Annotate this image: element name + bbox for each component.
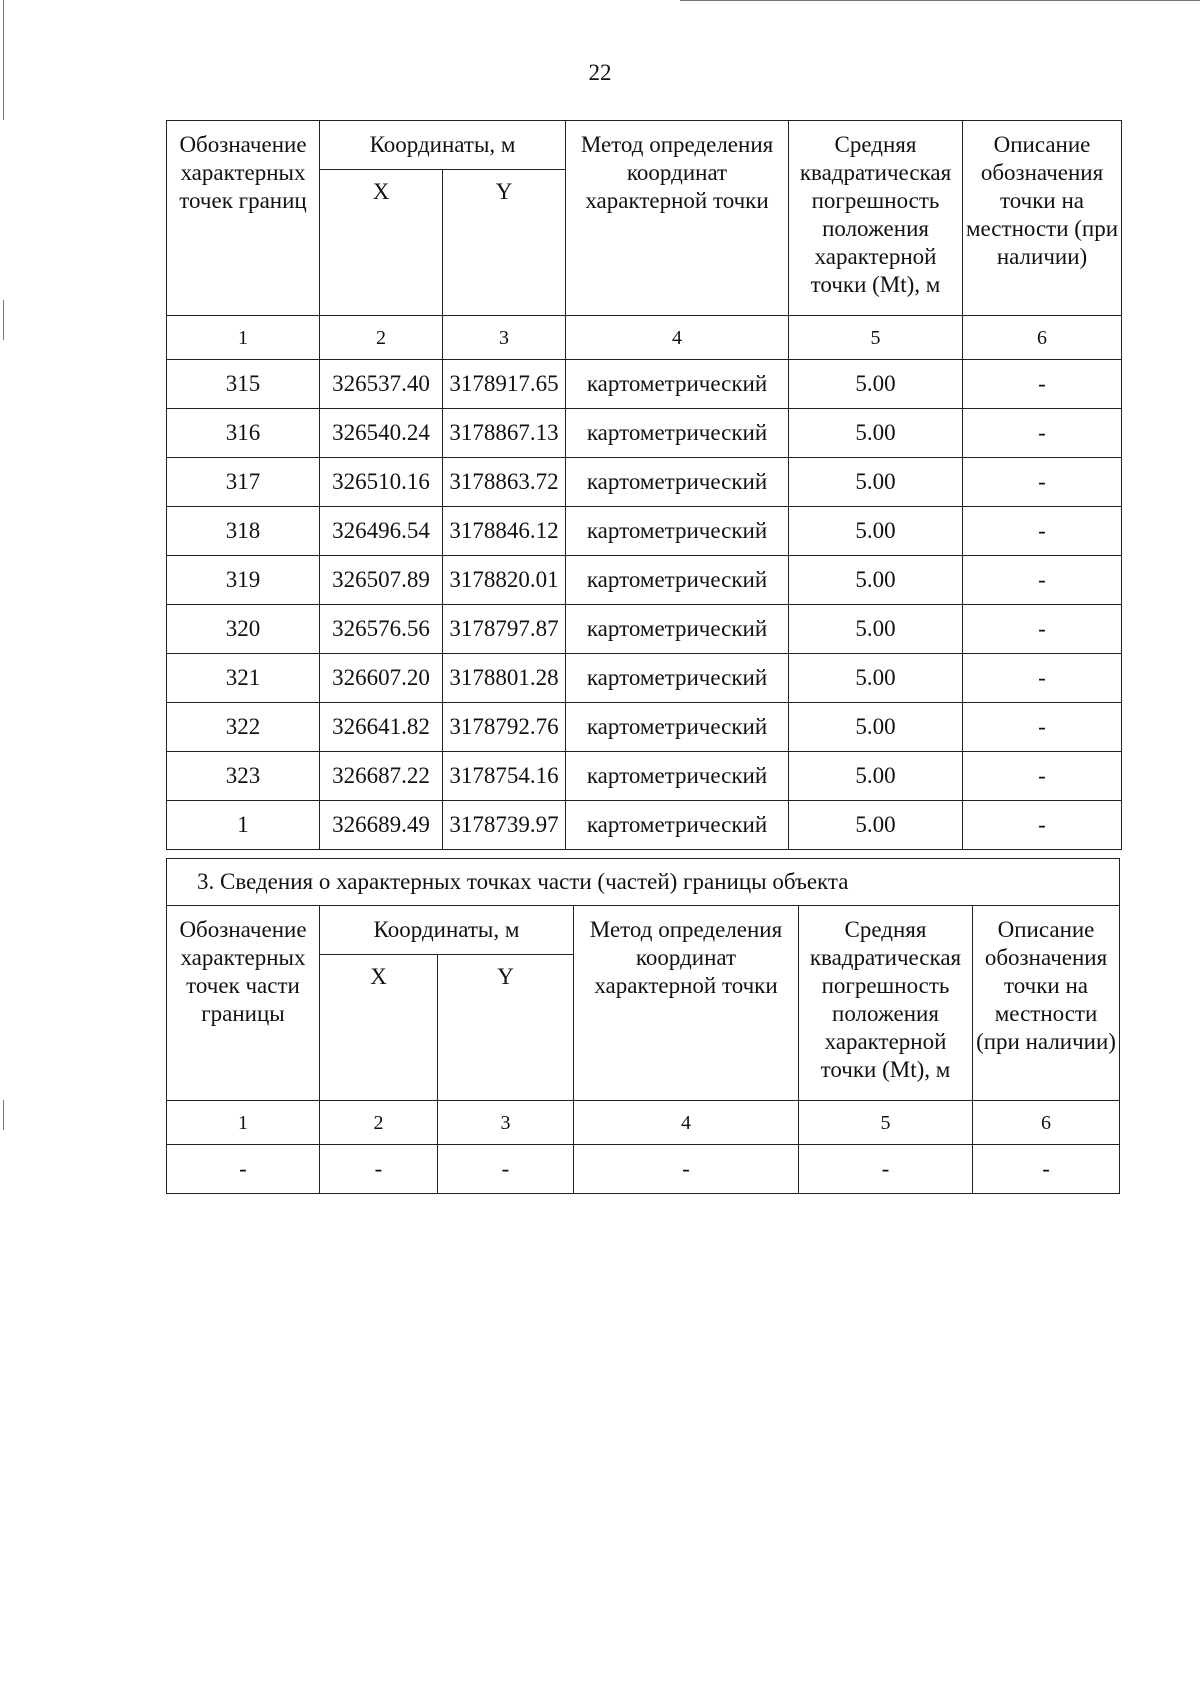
header-description: Описание обозначения точки на местности (при наличии): [973, 906, 1120, 1101]
table-row: [167, 1145, 1120, 1194]
cell-coord-x: 326507.89: [320, 556, 443, 605]
cell-description: -: [963, 703, 1122, 752]
cell-coord-x: 326540.24: [320, 409, 443, 458]
cell-error: 5.00: [789, 409, 963, 458]
cell-description: -: [963, 458, 1122, 507]
cell-description: -: [963, 360, 1122, 409]
cell-coord-x: 326689.49: [320, 801, 443, 850]
cell-method: картометрический: [566, 507, 789, 556]
cell-point-id: 319: [167, 556, 320, 605]
header-error: Средняя квадратическая погрешность положения характерной точки (Mt), м: [789, 121, 963, 316]
header-coordinates: Координаты, м: [320, 906, 574, 955]
cell-coord-x: -: [320, 1145, 438, 1194]
column-number: 5: [799, 1101, 973, 1145]
cell-method: картометрический: [566, 654, 789, 703]
cell-coord-y: 3178792.76: [443, 703, 566, 752]
cell-point-id: -: [167, 1145, 320, 1194]
header-description: Описание обозначения точки на местности (при наличии): [963, 121, 1122, 316]
cell-error: 5.00: [789, 752, 963, 801]
cell-description: -: [973, 1145, 1120, 1194]
header-coordinates: Координаты, м: [320, 121, 566, 170]
cell-method: картометрический: [566, 752, 789, 801]
cell-coord-y: 3178917.65: [443, 360, 566, 409]
cell-point-id: 316: [167, 409, 320, 458]
column-number: 2: [320, 316, 443, 360]
header-x: X: [320, 955, 438, 1101]
cell-error: 5.00: [789, 458, 963, 507]
cell-method: картометрический: [566, 409, 789, 458]
cell-description: -: [963, 507, 1122, 556]
column-number: 3: [438, 1101, 574, 1145]
cell-error: -: [799, 1145, 973, 1194]
cell-method: картометрический: [566, 458, 789, 507]
cell-error: 5.00: [789, 703, 963, 752]
cell-point-id: 317: [167, 458, 320, 507]
cell-coord-y: 3178739.97: [443, 801, 566, 850]
table-row: [167, 752, 1122, 801]
cell-error: 5.00: [789, 801, 963, 850]
table-row: [167, 801, 1122, 850]
column-number: 1: [167, 316, 320, 360]
cell-coord-x: 326496.54: [320, 507, 443, 556]
table-row: [167, 605, 1122, 654]
cell-description: -: [963, 605, 1122, 654]
cell-error: 5.00: [789, 605, 963, 654]
cell-coord-y: 3178867.13: [443, 409, 566, 458]
column-number: 5: [789, 316, 963, 360]
cell-description: -: [963, 409, 1122, 458]
column-number: 4: [566, 316, 789, 360]
column-number: 6: [963, 316, 1122, 360]
cell-error: 5.00: [789, 507, 963, 556]
cell-error: 5.00: [789, 360, 963, 409]
cell-error: 5.00: [789, 556, 963, 605]
column-number: 6: [973, 1101, 1120, 1145]
table-row: [167, 409, 1122, 458]
table-row: [167, 360, 1122, 409]
column-number: 4: [574, 1101, 799, 1145]
column-numbers-row: [167, 316, 1122, 360]
cell-method: картометрический: [566, 703, 789, 752]
cell-point-id: 315: [167, 360, 320, 409]
cell-method: картометрический: [566, 556, 789, 605]
table-row: [167, 703, 1122, 752]
cell-coord-x: 326687.22: [320, 752, 443, 801]
boundary-parts-table: [166, 858, 1120, 1194]
cell-description: -: [963, 801, 1122, 850]
header-designation: Обозначение характерных точек границ: [167, 121, 320, 316]
column-number: 2: [320, 1101, 438, 1145]
column-number: 1: [167, 1101, 320, 1145]
cell-coord-y: 3178797.87: [443, 605, 566, 654]
cell-coord-y: 3178754.16: [443, 752, 566, 801]
header-error: Средняя квадратическая погрешность положения характерной точки (Mt), м: [799, 906, 973, 1101]
cell-coord-x: 326510.16: [320, 458, 443, 507]
cell-point-id: 321: [167, 654, 320, 703]
cell-coord-y: 3178846.12: [443, 507, 566, 556]
cell-coord-x: 326607.20: [320, 654, 443, 703]
cell-method: картометрический: [566, 360, 789, 409]
boundary-points-table: [166, 120, 1122, 850]
cell-point-id: 1: [167, 801, 320, 850]
cell-coord-y: 3178863.72: [443, 458, 566, 507]
scan-edge-mark: [3, 300, 4, 340]
cell-description: -: [963, 556, 1122, 605]
table-row: [167, 507, 1122, 556]
cell-coord-y: -: [438, 1145, 574, 1194]
cell-coord-x: 326537.40: [320, 360, 443, 409]
cell-coord-x: 326576.56: [320, 605, 443, 654]
cell-description: -: [963, 654, 1122, 703]
header-designation-part: Обозначение характерных точек части границы: [167, 906, 320, 1101]
scan-edge-mark: [680, 0, 1200, 1]
header-method: Метод определения координат характерной точки: [566, 121, 789, 316]
cell-method: -: [574, 1145, 799, 1194]
header-method: Метод определения координат характерной точки: [574, 906, 799, 1101]
page-number: 22: [588, 60, 612, 85]
table-row: [167, 654, 1122, 703]
header-y: Y: [438, 955, 574, 1101]
table-row: [167, 458, 1122, 507]
scan-edge-mark: [3, 0, 4, 120]
cell-point-id: 318: [167, 507, 320, 556]
header-y: Y: [443, 170, 566, 316]
cell-description: -: [963, 752, 1122, 801]
scan-edge-mark: [3, 1100, 4, 1130]
cell-point-id: 322: [167, 703, 320, 752]
cell-coord-y: 3178801.28: [443, 654, 566, 703]
table-row: [167, 556, 1122, 605]
header-x: X: [320, 170, 443, 316]
cell-point-id: 323: [167, 752, 320, 801]
cell-method: картометрический: [566, 605, 789, 654]
column-number: 3: [443, 316, 566, 360]
cell-method: картометрический: [566, 801, 789, 850]
cell-error: 5.00: [789, 654, 963, 703]
cell-coord-y: 3178820.01: [443, 556, 566, 605]
column-numbers-row: [167, 1101, 1120, 1145]
section-3-title: 3. Сведения о характерных точках части (частей) границы объекта: [167, 859, 1120, 906]
cell-coord-x: 326641.82: [320, 703, 443, 752]
cell-point-id: 320: [167, 605, 320, 654]
